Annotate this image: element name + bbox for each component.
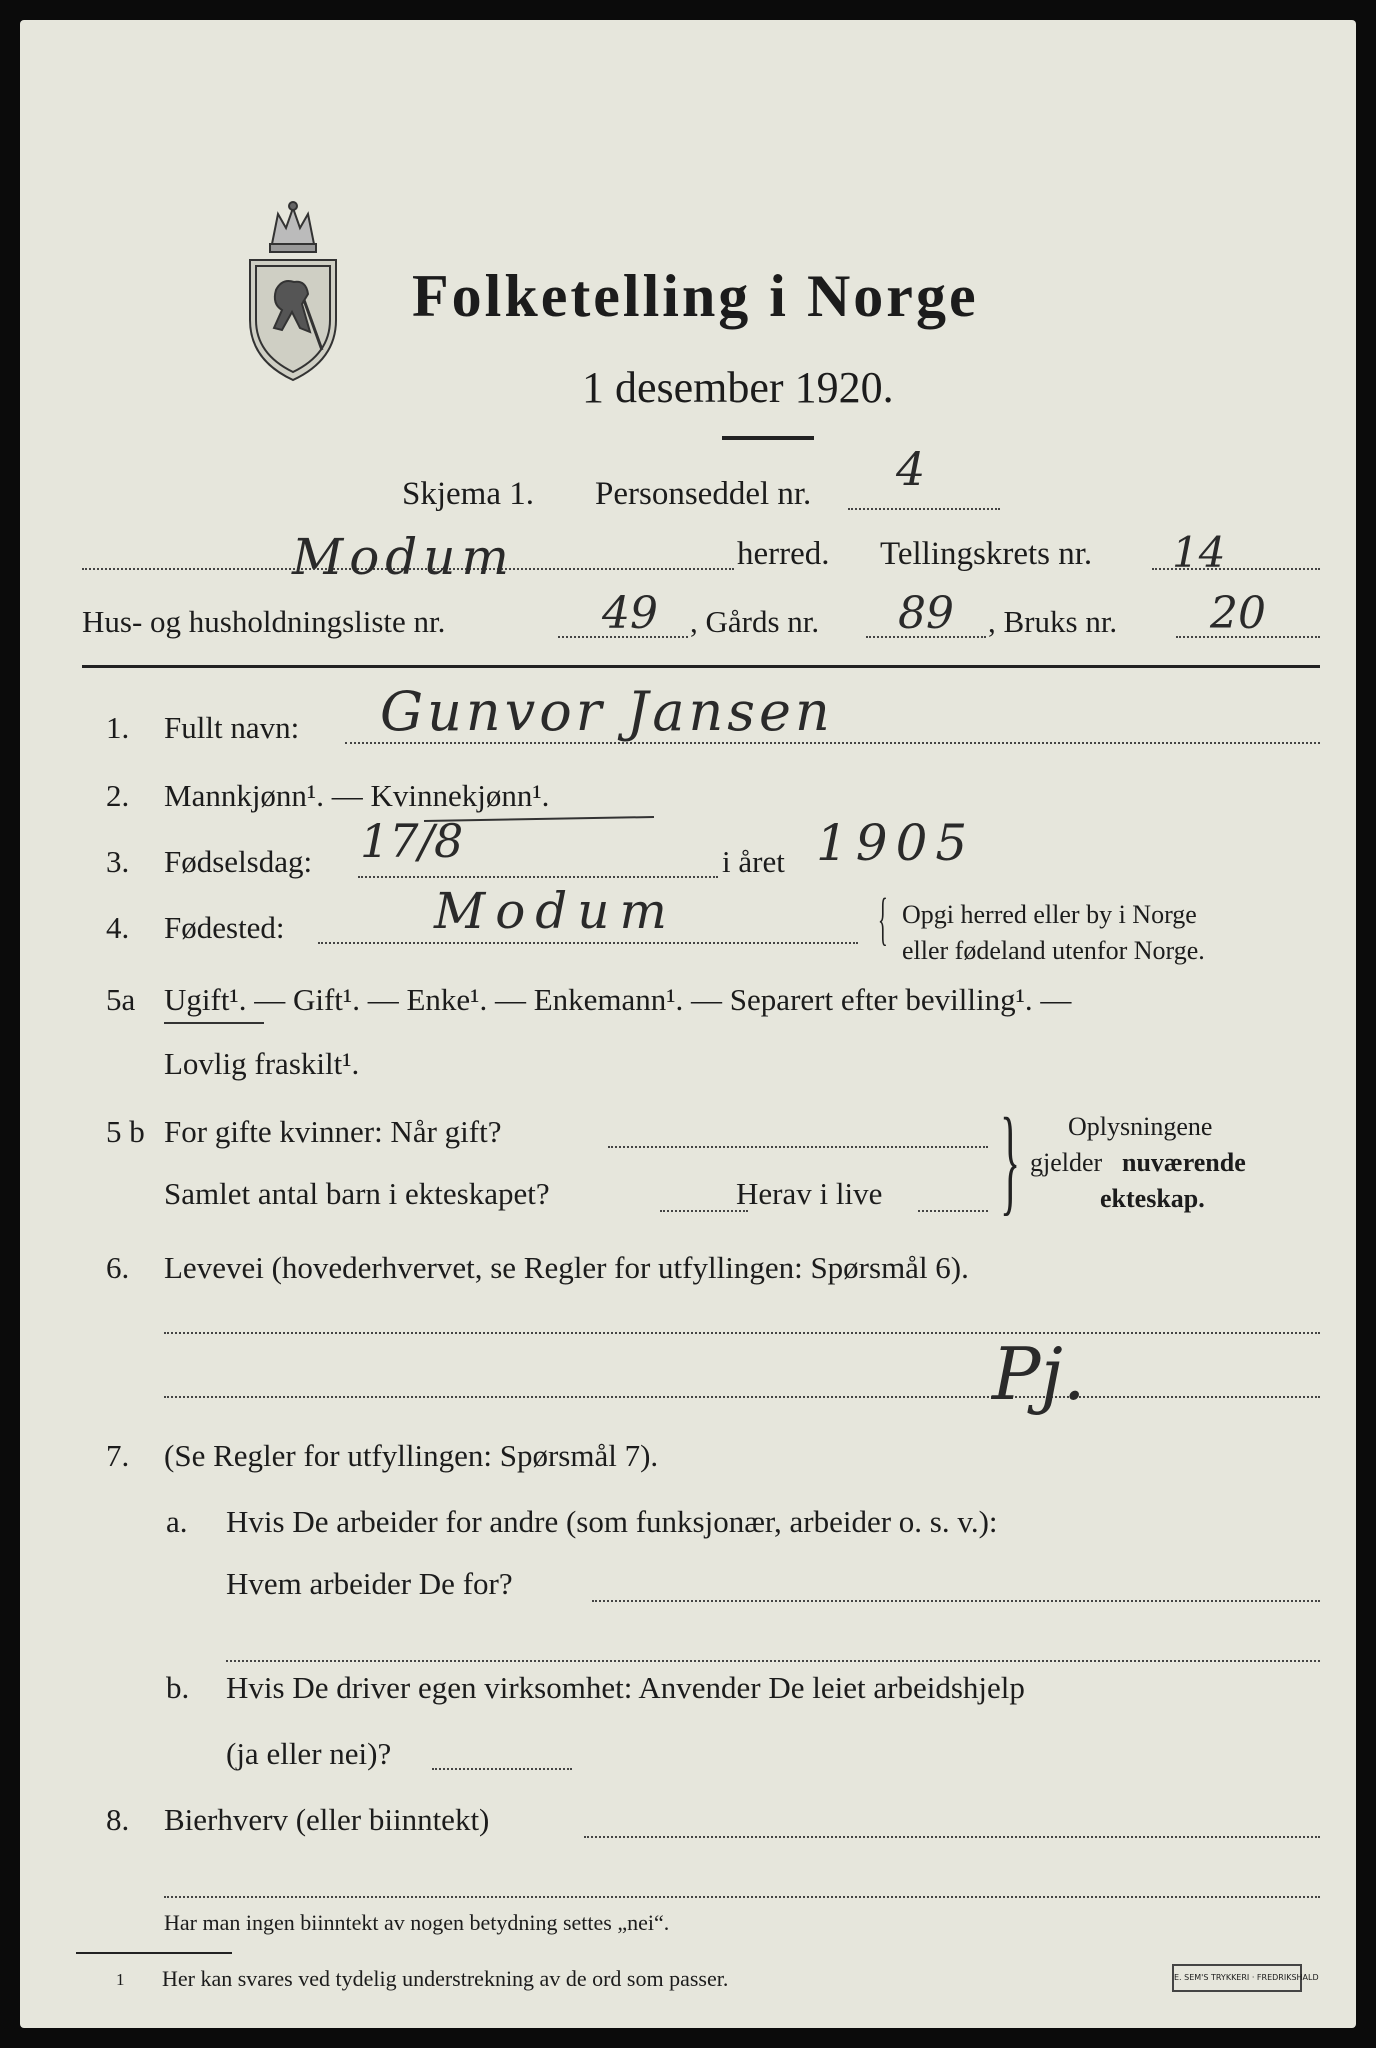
q7b-line1: Hvis De driver egen virksomhet: Anvender De leiet arbeidshjelp <box>226 1670 1025 1705</box>
herred-label: herred. <box>737 536 830 572</box>
q7b-line2: (ja eller nei)? <box>226 1736 392 1771</box>
q5b-note-line1: Oplysningene <box>1068 1112 1213 1141</box>
q3-label: Fødselsdag: <box>164 844 313 879</box>
q2-number: 2. <box>106 778 130 813</box>
q3-number: 3. <box>106 844 130 879</box>
q5a-line2: Lovlig fraskilt¹. <box>164 1046 360 1081</box>
hus-label: Hus- og husholdningsliste nr. <box>82 604 446 639</box>
header-rule <box>82 665 1320 668</box>
q5b-line1: For gifte kvinner: Når gift? <box>164 1114 502 1149</box>
bruks-label: , Bruks nr. <box>988 604 1118 639</box>
q3-birthday-value[interactable]: 17/8 <box>360 814 464 868</box>
form-date: 1 desember 1920. <box>582 363 894 412</box>
q7a-line2: Hvem arbeider De for? <box>226 1566 513 1601</box>
herred-value[interactable]: Modum <box>292 528 515 586</box>
q5b-note-line3: ekteskap. <box>1100 1184 1205 1213</box>
q5b-married-line <box>608 1146 988 1148</box>
q6-line1 <box>164 1332 1320 1334</box>
q3-year-value[interactable]: 1905 <box>816 814 976 872</box>
q4-note-line2: eller fødeland utenfor Norge. <box>902 936 1205 965</box>
q2-label: Mannkjønn¹. — Kvinnekjønn¹. <box>164 778 550 813</box>
q8-line-b <box>164 1896 1320 1898</box>
q5b-line2b: Herav i live <box>736 1176 883 1211</box>
q4-number: 4. <box>106 910 130 945</box>
q7-number: 7. <box>106 1438 130 1473</box>
q8-line-a <box>584 1836 1320 1838</box>
q3-year-label: i året <box>722 844 785 879</box>
q7a-line-b <box>226 1660 1320 1662</box>
q5b-note-brace: } <box>1000 1093 1021 1226</box>
q1-full-name-value[interactable]: Gunvor Jansen <box>380 680 834 743</box>
printer-stamp: E. SEM'S TRYKKERI · FREDRIKSHALD <box>1172 1964 1302 1992</box>
q5b-number: 5 b <box>106 1114 145 1149</box>
title-divider <box>722 436 814 440</box>
q7a-line-a <box>592 1600 1320 1602</box>
q8-note: Har man ingen biinntekt av nogen betydning settes „nei“. <box>164 1910 670 1935</box>
q7b-number: b. <box>166 1670 190 1705</box>
q5a-ugift-underline <box>164 1022 264 1024</box>
form-title: Folketelling i Norge <box>412 263 979 329</box>
q5b-line2: Samlet antal barn i ekteskapet? <box>164 1176 550 1211</box>
schema-label: Skjema 1. <box>402 476 534 512</box>
q5b-alive-line <box>918 1210 988 1212</box>
personseddel-label: Personseddel nr. <box>595 476 812 512</box>
personseddel-value[interactable]: 4 <box>896 442 926 496</box>
q7b-line <box>432 1768 572 1770</box>
q5b-note-line2a: gjelder <box>1030 1148 1103 1177</box>
q1-label: Fullt navn: <box>164 710 300 745</box>
q6-occupation-value[interactable]: Pj. <box>992 1332 1086 1416</box>
tellingskrets-value[interactable]: 14 <box>1172 528 1226 577</box>
q6-number: 6. <box>106 1250 130 1285</box>
q7a-line1: Hvis De arbeider for andre (som funksjonær, arbeider o. s. v.): <box>226 1504 998 1539</box>
q4-note-brace: { <box>878 886 888 951</box>
personseddel-line <box>848 508 1000 510</box>
q4-line <box>318 942 858 944</box>
norwegian-coat-of-arms-icon <box>242 200 344 382</box>
q5b-children-line <box>660 1210 748 1212</box>
q5b-note-line2b: nuværende <box>1122 1148 1246 1177</box>
q4-label: Fødested: <box>164 910 285 945</box>
bruks-value[interactable]: 20 <box>1210 588 1266 639</box>
footnote-text: Her kan svares ved tydelig understrekning av de ord som passer. <box>162 1966 729 1991</box>
gards-value[interactable]: 89 <box>898 588 954 639</box>
tellingskrets-label: Tellingskrets nr. <box>880 536 1093 572</box>
q3-line <box>358 876 718 878</box>
q6-line2 <box>164 1396 1320 1398</box>
footnote-rule <box>76 1952 232 1954</box>
q7a-number: a. <box>166 1504 188 1539</box>
q8-label: Bierhverv (eller biinntekt) <box>164 1802 490 1837</box>
q7-label: (Se Regler for utfyllingen: Spørsmål 7). <box>164 1438 659 1473</box>
census-form-page <box>20 20 1356 2028</box>
footnote-mark: 1 <box>116 1970 125 1989</box>
hus-value[interactable]: 49 <box>602 588 658 639</box>
q1-number: 1. <box>106 710 130 745</box>
q8-number: 8. <box>106 1802 130 1837</box>
q5a-number: 5a <box>106 982 136 1017</box>
q4-note-line1: Opgi herred eller by i Norge <box>902 900 1197 929</box>
q6-label: Levevei (hovederhvervet, se Regler for utfyllingen: Spørsmål 6). <box>164 1250 969 1285</box>
q5a-line1: Ugift¹. — Gift¹. — Enke¹. — Enkemann¹. — Separert efter bevilling¹. — <box>164 982 1072 1017</box>
gards-label: , Gårds nr. <box>690 604 820 639</box>
q4-birthplace-value[interactable]: Modum <box>434 882 677 940</box>
